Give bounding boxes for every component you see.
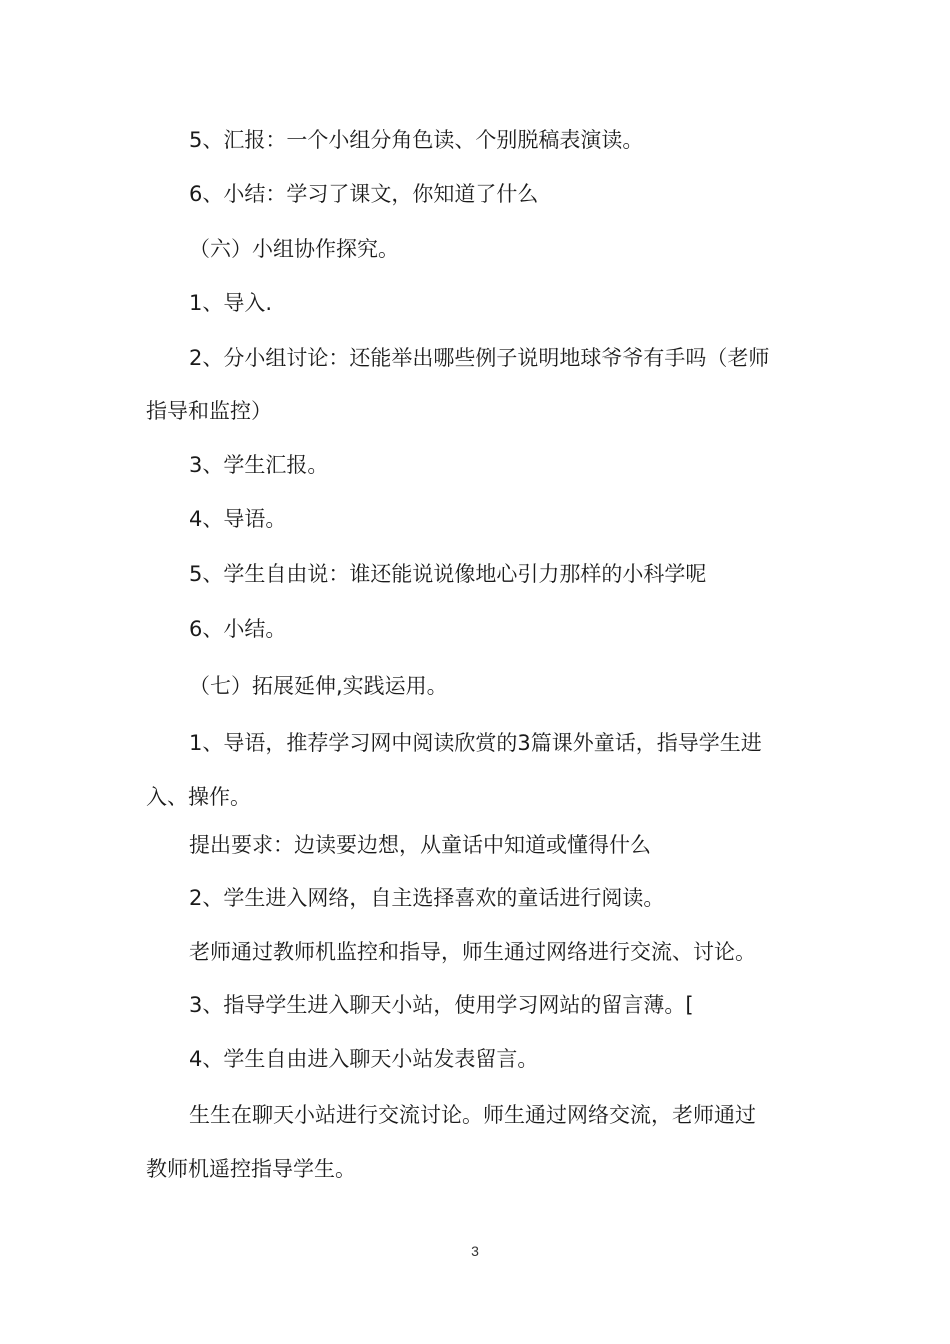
text-line: 1、导语，推荐学习网中阅读欣赏的3篇课外童话，指导学生进: [189, 731, 762, 755]
text-line: 入、操作。: [146, 785, 251, 809]
text-line: 6、小结。: [189, 617, 287, 641]
text-line: 4、导语。: [189, 507, 287, 531]
text-line: 指导和监控）: [146, 399, 272, 423]
text-line: 提出要求：边读要边想，从童话中知道或懂得什么: [189, 833, 651, 857]
page-number: 3: [471, 1243, 479, 1259]
text-line: 6、小结：学习了课文，你知道了什么: [189, 182, 539, 206]
section-heading: （七）拓展延伸,实践运用。: [189, 674, 448, 698]
text-line: 5、汇报：一个小组分角色读、个别脱稿表演读。: [189, 128, 644, 152]
text-line: 老师通过教师机监控和指导，师生通过网络进行交流、讨论。: [189, 940, 756, 964]
text-line: 4、学生自由进入聊天小站发表留言。: [189, 1047, 539, 1071]
text-line: 3、学生汇报。: [189, 453, 329, 477]
text-line: 1、导入.: [189, 291, 273, 315]
text-line: 5、学生自由说：谁还能说说像地心引力那样的小科学呢: [189, 562, 707, 586]
text-line: 生生在聊天小站进行交流讨论。师生通过网络交流，老师通过: [189, 1103, 756, 1127]
section-heading: （六）小组协作探究。: [189, 237, 399, 261]
text-line: 2、分小组讨论：还能举出哪些例子说明地球爷爷有手吗（老师: [189, 346, 770, 370]
text-line: 3、指导学生进入聊天小站，使用学习网站的留言薄。[: [189, 993, 694, 1017]
text-line: 教师机遥控指导学生。: [146, 1157, 356, 1181]
text-line: 2、学生进入网络，自主选择喜欢的童话进行阅读。: [189, 886, 665, 910]
